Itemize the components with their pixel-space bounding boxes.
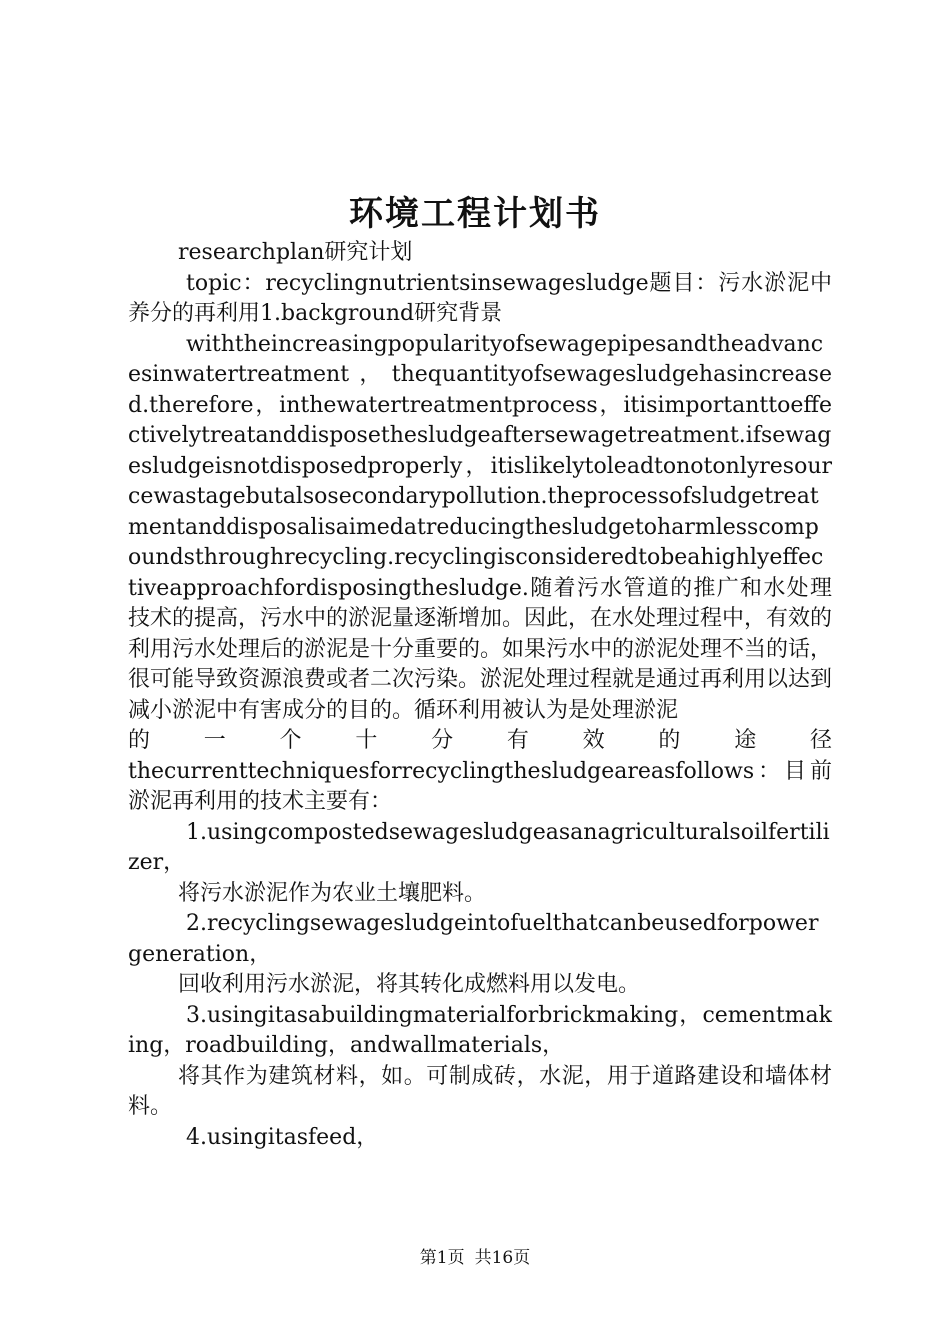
paragraph-topic: topic：recyclingnutrientsinsewagesludge题目：污水淤泥中养分的再利用1.background研究背景 — [128, 270, 832, 326]
list-item-1-zh: 将污水淤泥作为农业土壤肥料。 — [178, 880, 487, 906]
document-body — [128, 238, 832, 1153]
paragraph-research-plan: researchplan研究计划 — [178, 240, 413, 265]
list-item-2-zh: 回收利用污水淤泥，将其转化成燃料用以发电。 — [178, 972, 641, 997]
list-item-2-en: 2.recyclingsewagesludgeintofuelthatcanbeusedforpowergeneration， — [128, 911, 819, 967]
list-item-4-en: 4.usingitasfeed， — [186, 1124, 379, 1150]
list-item-3-zh: 将其作为建筑材料，如。可制成砖，水泥，用于道路建设和墙体材料。 — [128, 1063, 832, 1119]
document-title: 环境工程计划书 — [349, 194, 601, 234]
paragraph-background: withtheincreasingpopularityofsewagepipesandtheadvancesinwatertreatment，thequantityofsewagesludgehasincreased.therefore，inthewatertreatmentprocess，itisimportanttoeffectivelytreatanddisposethesludgeaftersewagetreatment.ifsewagesludgeisnotdisposedproperly，itislikelytoleadtonotonlyresourcewastagebutalsosecondarypollution.theprocessofsludgetreatmentanddisposalisaimedatreducingthesludgetoharmlesscompoundsthroughrecycling.recyclingisconsideredtobeahighlyeffectiveapproachfordisposingthesludge.随着污水管道的推广和水处理技术的提高，污水中的淤泥量逐渐增加。因此，在水处理过程中，有效的利用污水处理后的淤泥是十分重要的。如果污水中的淤泥处理不当的话，很可能导致资源浪费或者二次污染。淤泥处理过程就是通过再利用以达到减小淤泥中有害成分的目的。循环利用被认为是处理淤泥 — [128, 331, 833, 723]
paragraph-techniques-intro: thecurrenttechniquesforrecyclingthesludgeareasfollows：目前淤泥再利用的技术主要有： — [128, 758, 832, 814]
page-number: 第1页 — [419, 1248, 465, 1268]
list-item-1-en: 1.usingcompostedsewagesludgeasanagriculturalsoilfertilizer， — [128, 819, 830, 875]
paragraph-background-tail: 的一个十分有效的途径 — [128, 728, 832, 753]
page-total: 共16页 — [474, 1248, 531, 1268]
page-footer — [0, 1243, 950, 1268]
list-item-3-en: 3.usingitasabuildingmaterialforbrickmaking，cementmaking，roadbuilding，andwallmaterials， — [128, 1002, 832, 1058]
